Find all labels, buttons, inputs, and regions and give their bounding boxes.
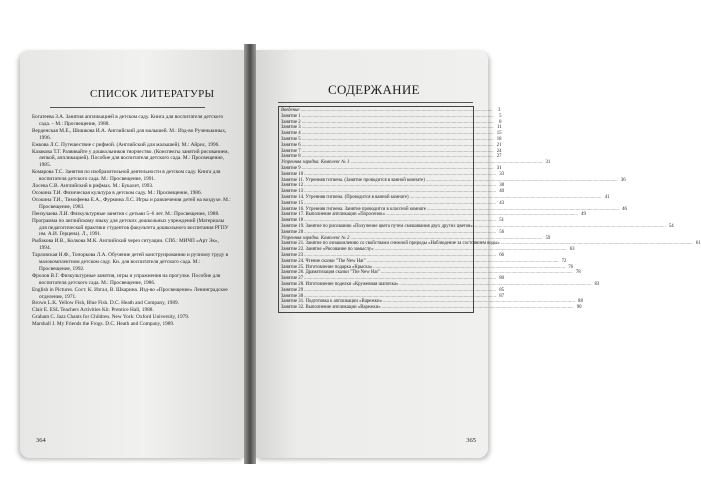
reference-list	[32, 114, 232, 328]
page-title-contents: СОДЕРЖАНИЕ	[328, 82, 420, 97]
toc-entry-page: 54	[668, 223, 674, 229]
reference-item: Осокина Т.И., Тимофеева Е.А., Фурмина Л.С. Игры и развлечения детей на воздухе. М.: Просвещение, 1983.	[32, 196, 231, 210]
toc-entry	[281, 305, 582, 311]
toc-entry-label: Занятие 1	[281, 113, 301, 119]
toc-entry-label: Занятие 11. Утренняя гигиена. (Занятие проводится в ванной комнате)	[281, 177, 425, 183]
toc-entry-label: Занятие 13	[281, 189, 304, 195]
reference-item: Осокина Т.И. Физическая культура в детском саду. М.: Просвещение, 1986.	[32, 189, 202, 196]
toc-entry-page: 80	[499, 276, 504, 282]
toc-entry-page: 11	[496, 125, 502, 131]
toc-entry-label: Занятие 21. Занятие по ознакомлению со свойствами снежной природы «Наблюдение за состоянием воды»	[281, 241, 500, 247]
toc-entry-label: Занятие 26. Драматизация сказки "The New Hat"	[281, 270, 380, 276]
toc-entry-page: 31	[496, 165, 502, 171]
toc-entry-label: Занятие 8	[281, 154, 301, 160]
reference-item: Фролов В.Г. Физкультурные занятия, игры и упражнения на прогулке. Пособие для воспитателя детского сада. М.: Просвещение, 1986.	[32, 272, 221, 286]
toc-entry-page: 21	[496, 142, 502, 148]
page-title-bibliography: СПИСОК ЛИТЕРАТУРЫ	[90, 88, 215, 100]
reference-item: Комарова Т.С. Занятия по изобразительной деятельности в детском саду. Книга для воспитателя детского сада. М.: Просвещение, 1991.	[32, 169, 221, 183]
reference-item: Brown L.K. Yellow Fish, Blue Fish. D.C. Heath and Company, 1989.	[32, 300, 179, 307]
toc-entry-label: Утренняя зарядка. Комплекс № 1	[281, 160, 350, 166]
toc-entry-page: 78	[575, 270, 581, 276]
reference-item: Лосева С.В. Английский в рифмах. М.: Букалет, 1993.	[32, 183, 154, 190]
toc-entry-label: Занятие 10	[281, 171, 304, 177]
toc-entry-page: 36	[620, 177, 626, 183]
toc-entry-label: Занятие 30	[281, 293, 304, 299]
toc-entry-label: Занятие 2	[281, 119, 301, 125]
toc-entry-page: 31	[545, 160, 551, 166]
toc-entry-page: 85	[499, 287, 504, 293]
toc-entry-label: Занятие 20	[281, 229, 304, 235]
toc-entry-page: 5	[499, 113, 502, 119]
toc-entry-page: 49	[581, 212, 586, 218]
toc-entry-page: 87	[499, 293, 504, 299]
reference-item: Marshall J. My Friends the Frogs. D.C. Heath and Company, 1989.	[32, 321, 175, 328]
toc-entry-page: 66	[499, 252, 504, 258]
toc-entry-label: Занятие 22. Занятие «Рисование по замыслу»	[281, 247, 374, 253]
toc-entry-label: Утренняя зарядка. Комплекс № 2	[281, 235, 350, 241]
toc-entry-label: Занятие 29	[281, 287, 304, 293]
toc-entry-label: Занятие 17. Выполнение аппликации «Поросенок»	[281, 212, 386, 218]
toc-entry-page: 27	[496, 154, 502, 160]
toc-entry-page: 8	[499, 119, 502, 125]
reference-item: Богатеева З.А. Занятия аппликацией в детском саду. Книга для воспитателя детского сада. – М.: Просвещение, 1988.	[32, 114, 224, 127]
toc-leader-dots	[382, 305, 574, 311]
title-rule	[278, 102, 473, 103]
left-page	[20, 50, 244, 458]
toc-entry-page: 38	[499, 183, 504, 189]
toc-entry-label: Занятие 12	[281, 183, 304, 189]
toc-entry-page: 43	[499, 200, 504, 206]
toc-entry-label: Занятие 19. Занятие по рисованию «Получение цвета путем смешивания двух других цветов»	[281, 223, 473, 229]
reference-item: Рыбакова И.В., Колкова М.К. Английский через ситуации. СПб.: МИЧП «Арт Эк», 1994.	[32, 238, 219, 252]
toc-entry-page: 90	[576, 305, 582, 311]
toc-entry-page: 46	[622, 206, 627, 212]
toc-entry-page: 40	[499, 189, 504, 195]
toc-entry-label: Занятие 4	[281, 131, 301, 137]
toc-entry-page: 18	[496, 136, 502, 142]
reference-item: Clair E. ESL Teachers Activities Kit. Prentice Hall, 1988.	[32, 307, 154, 314]
toc-entry-label: Занятие 14. Утренняя гигиена. (Проводится в ванной комнате)	[281, 194, 409, 200]
toc-entry-page: 51	[499, 218, 504, 224]
toc-entry-label: Занятие 9	[281, 165, 301, 171]
title-rule	[50, 107, 205, 108]
right-page	[256, 50, 701, 458]
toc-entry-page: 61	[695, 241, 701, 247]
toc-entry-label: Занятие 16. Утренняя гигиена. Занятие проводится в классной комнате	[281, 206, 426, 212]
toc-entry-page: 63	[569, 247, 575, 253]
reference-item: Пензулаева Л.И. Физкультурные занятия с детьми 5–6 лет. М.: Просвещение, 1988.	[32, 210, 220, 217]
toc-entry-label: Занятие 28. Изготовление поделки «Кружевная шапочка»	[281, 281, 399, 287]
toc-entry-label: Занятие 27	[281, 276, 304, 282]
page-number-right: 365	[466, 437, 476, 444]
reference-item: Казакова Т.Г. Развивайте у дошкольников творчество. (Конспекты занятий рисованием, лепкой, аппликацией). Пособие для воспитателя детского сада. М.: Просвещение, 1985.	[32, 148, 229, 169]
toc-entry-page: 56	[499, 229, 504, 235]
toc-entry-label: Занятие 32. Выполнение аппликации «Варежки»	[281, 305, 381, 311]
toc-entry-label: Занятие 5	[281, 136, 301, 142]
toc-entry-page: 33	[499, 171, 504, 177]
toc-entry-label: Занятие 23	[281, 252, 304, 258]
toc-entry-page: 76	[568, 264, 574, 270]
toc-entry-page: 3	[498, 108, 501, 113]
reference-item: Тарловская Н.Ф., Топоркова Л.А. Обучение детей конструированию и ручному труду в малокомплектном детском саду. Кн. для воспитателя детского сада. М.: Просвещение, 1992.	[32, 252, 229, 272]
table-of-contents	[278, 106, 701, 313]
toc-entry-page: 83	[594, 281, 600, 287]
reference-item: Ежкова Л.С. Путешествие с рифмой. (Английский для малышей). М.: Айрис, 1996.	[32, 141, 220, 148]
toc-entry-label: Занятие 31. Подготовка к аппликации «Варежки»	[281, 299, 382, 305]
toc-entry-label: Занятие 25. Изготовление подарка «Крыска»	[281, 264, 373, 270]
toc-entry-label: Введение	[281, 108, 300, 113]
reference-item: Graham C. Jazz Chants for Children. New York: Oxford University, 1979.	[32, 314, 190, 321]
toc-entry-label: Занятие 18	[281, 218, 304, 224]
toc-entry-page: 59	[545, 235, 551, 241]
toc-entry-label: Занятие 15	[281, 200, 304, 206]
reference-item: English in Pictures. Сост. К. Изгал, В. Шкарина. Изд-во «Просвещение» Ленинградское отделение, 1971.	[32, 286, 228, 300]
toc-entry-label: Занятие 24. Чтение сказки "The New Hat"	[281, 258, 366, 264]
reference-item: Верденская М.Е., Шишкова И.А. Английский для малышей. М.: Изд-во Рученькиных, 1996.	[32, 127, 227, 141]
book-gutter	[244, 44, 256, 464]
toc-entry-label: Занятие 3	[281, 125, 301, 131]
toc-entry-page: 15	[496, 131, 502, 137]
reference-item: Программа по английскому языку для детских дошкольных учреждений (Материалы для педагогической практики студентов факультета дошкольного воспитания РГПУ им. А.И. Герцена). Л., 1991.	[32, 217, 229, 238]
toc-entry-page: 72	[561, 258, 567, 264]
toc-entry-page: 88	[578, 299, 583, 305]
toc-entry-page: 41	[604, 194, 610, 200]
toc-entry-label: Занятие 7	[281, 148, 301, 154]
page-number-left: 364	[36, 437, 46, 444]
toc-entry-label: Занятие 6	[281, 142, 301, 148]
toc-entry-page: 24	[496, 148, 502, 154]
